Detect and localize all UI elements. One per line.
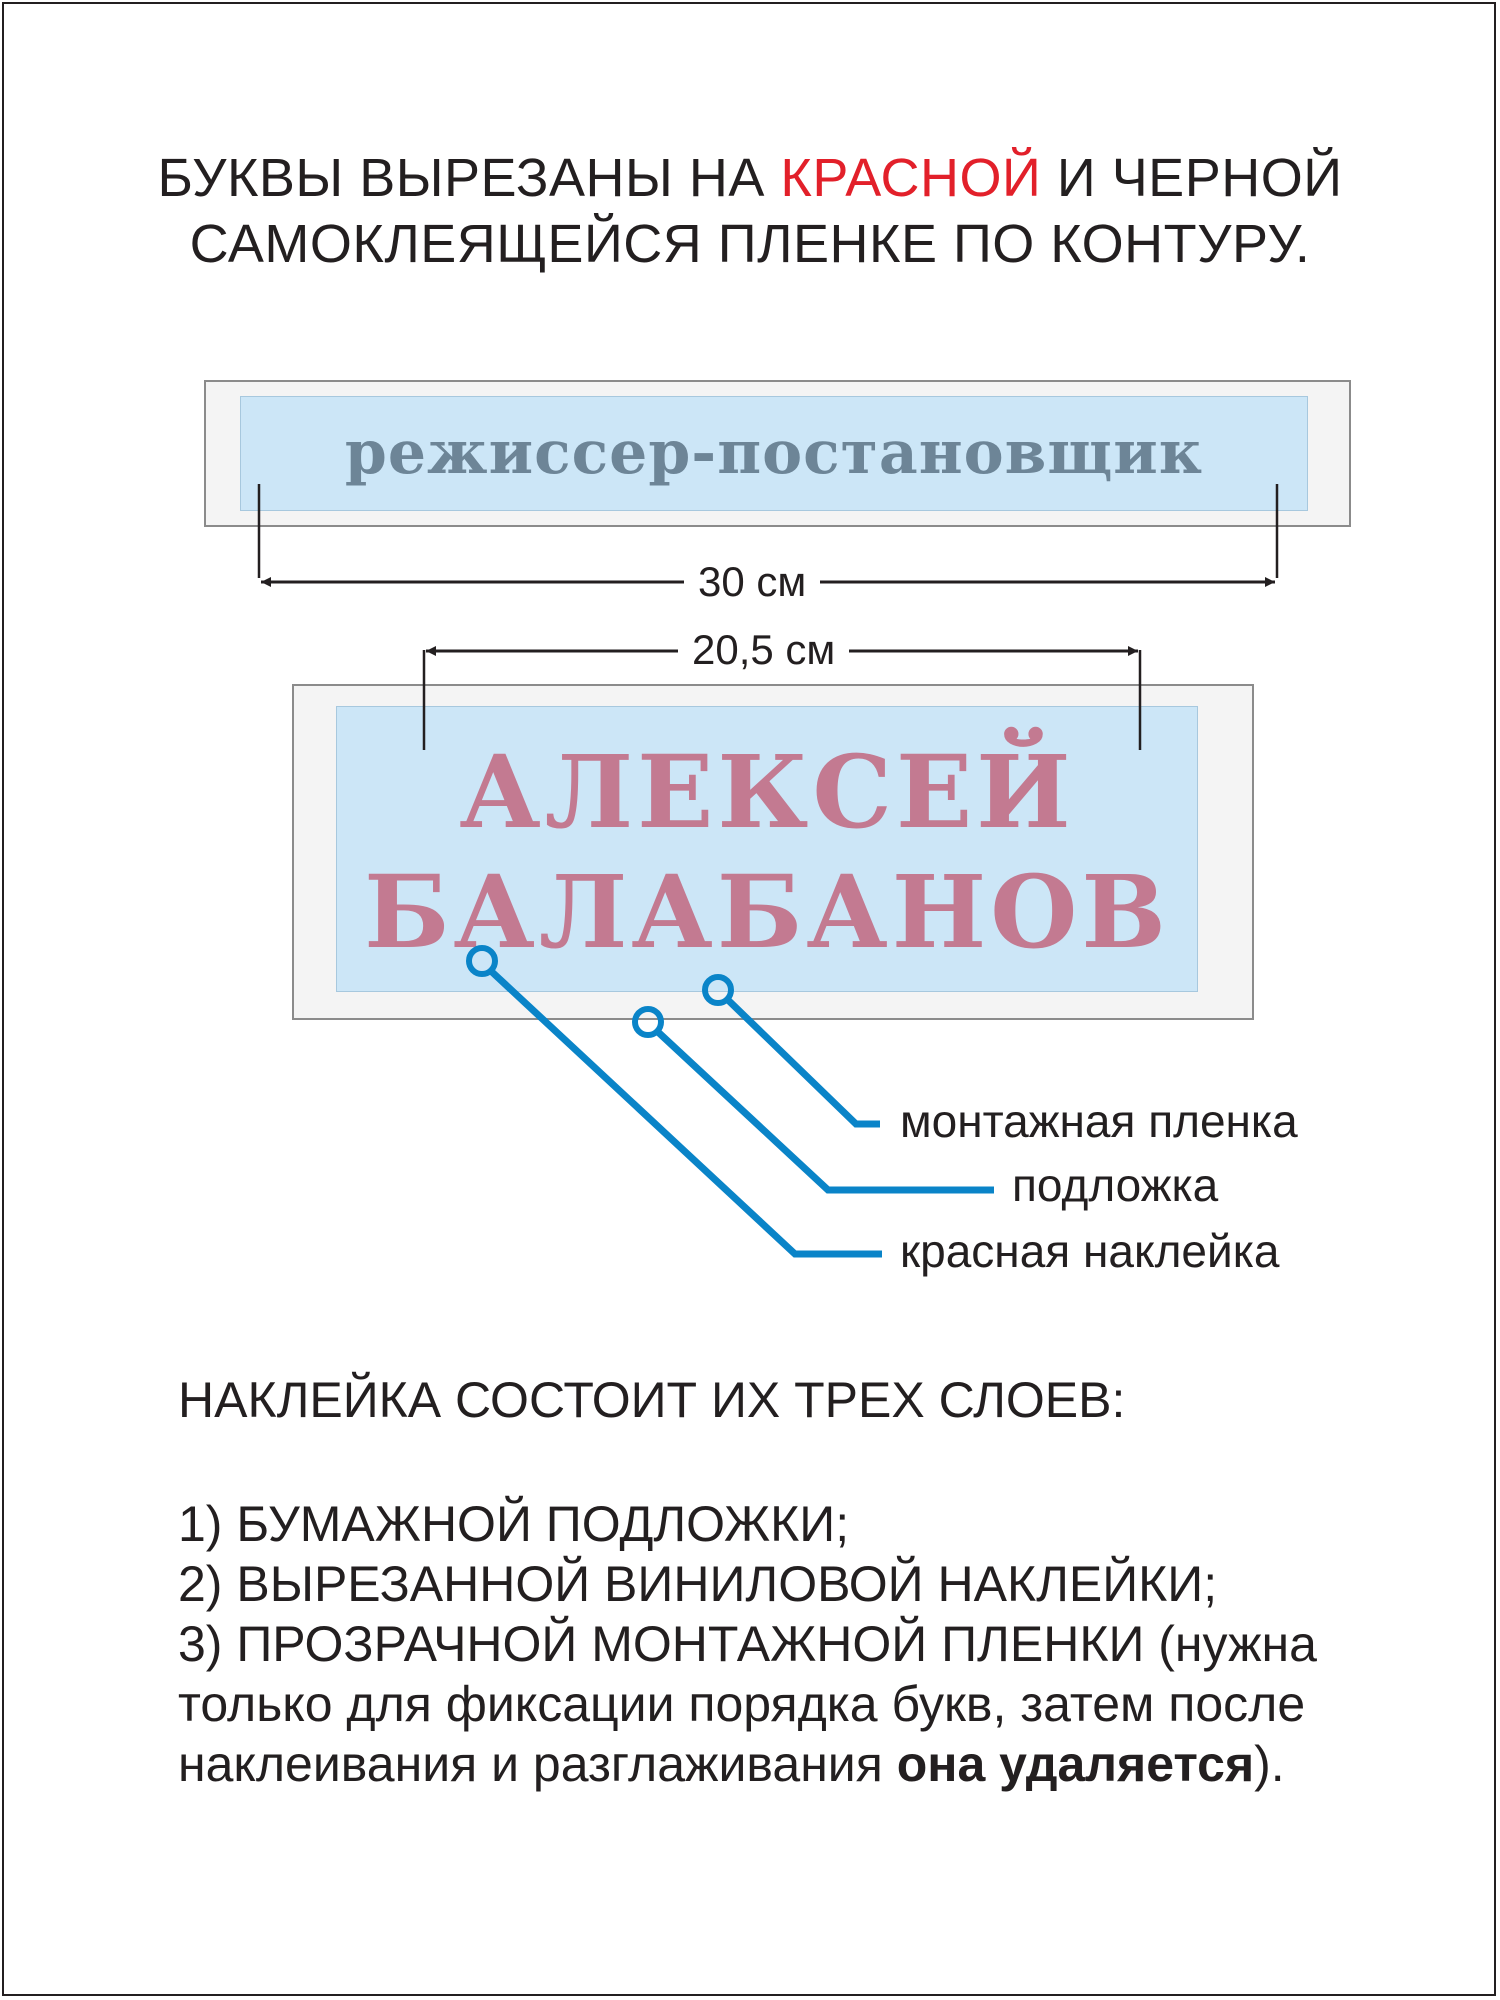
callout-red-sticker bbox=[469, 948, 882, 1254]
callout-label-mounting-film: монтажная пленка bbox=[900, 1095, 1298, 1147]
layers-item-3 bbox=[178, 1614, 1418, 1794]
header-line-1-part-1: БУКВЫ ВЫРЕЗАНЫ НА bbox=[157, 148, 781, 208]
sticker-bottom-line-1: АЛЕКСЕЙ bbox=[459, 733, 1075, 851]
layers-intro: НАКЛЕЙКА СОСТОИТ ИХ ТРЕХ СЛОЕВ: bbox=[178, 1372, 1126, 1428]
sticker-bottom-line-2: БАЛАБАНОВ bbox=[364, 853, 1170, 971]
layers-item-2: 2) ВЫРЕЗАННОЙ ВИНИЛОВОЙ НАКЛЕЙКИ; bbox=[178, 1556, 1218, 1612]
layers-item-3-note-end: ). bbox=[1254, 1736, 1285, 1792]
header-line-1-part-2: И ЧЕРНОЙ bbox=[1041, 148, 1343, 208]
callout-label-red-sticker: красная наклейка bbox=[900, 1225, 1280, 1277]
callout-label-backing: подложка bbox=[1012, 1159, 1219, 1211]
header-red-word: КРАСНОЙ bbox=[780, 148, 1042, 208]
layers-item-3-caps: 3) ПРОЗРАЧНОЙ МОНТАЖНОЙ ПЛЕНКИ bbox=[178, 1616, 1145, 1672]
layers-item-3-note: (нужна только для фиксации порядка букв, затем после наклеивания и разглаживания bbox=[178, 1616, 1317, 1792]
dimension-label-30cm: 30 см bbox=[684, 558, 820, 606]
dimension-label-20-5cm: 20,5 см bbox=[678, 626, 849, 674]
sticker-top-text: режиссер-постановщик bbox=[344, 418, 1204, 488]
layers-item-1: 1) БУМАЖНОЙ ПОДЛОЖКИ; bbox=[178, 1496, 850, 1552]
layers-description bbox=[178, 1370, 1418, 1794]
layers-item-3-note-bold: она удаляется bbox=[896, 1736, 1255, 1792]
header-line-2: САМОКЛЕЯЩЕЙСЯ ПЛЕНКЕ ПО КОНТУРУ. bbox=[189, 214, 1311, 274]
